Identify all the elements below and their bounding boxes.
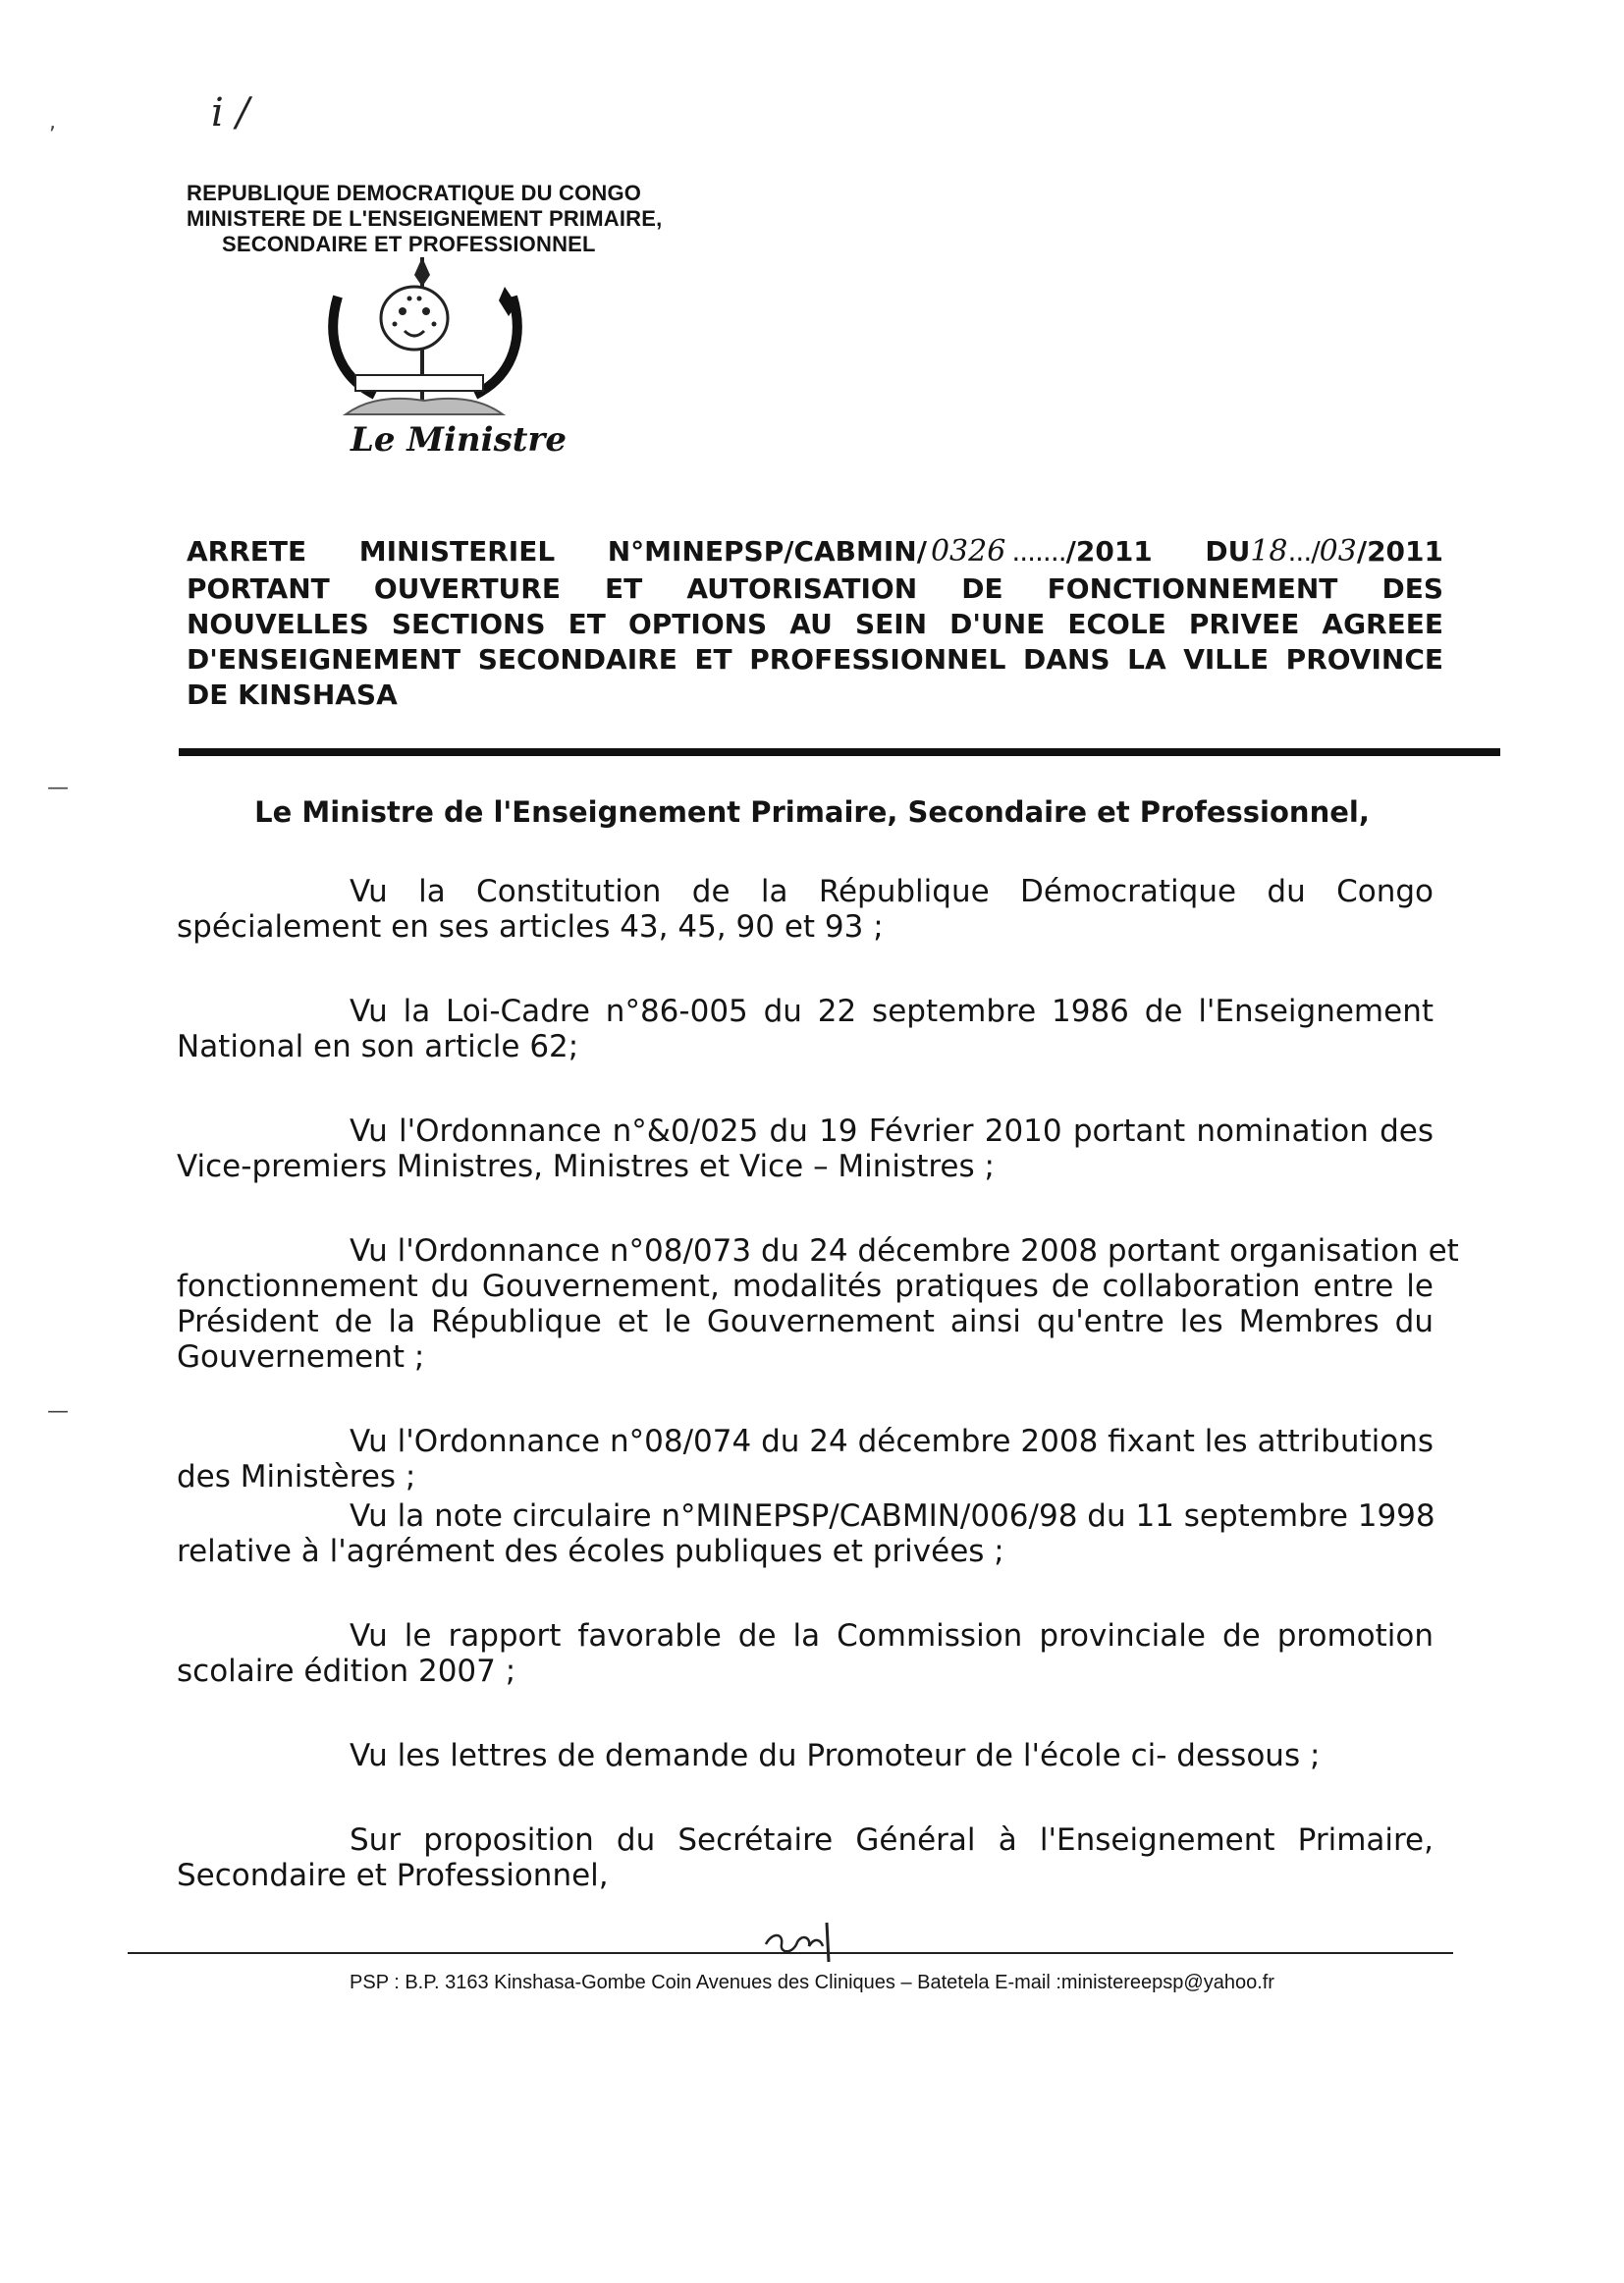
- margin-dash-mark: —: [47, 1399, 69, 1424]
- proposal-line: Sur proposition du Secrétaire Général à l'Enseignement Primaire,: [350, 1822, 1434, 1858]
- decree-date-day-handwritten: 18: [1250, 534, 1288, 569]
- decree-title-line: D'ENSEIGNEMENT SECONDAIRE ET PROFESSIONNEL DANS LA VILLE PROVINCE: [187, 643, 1443, 676]
- visa-line: spécialement en ses articles 43, 45, 90 et 93 ;: [177, 909, 884, 945]
- visa-line: Vu l'Ordonnance n°08/074 du 24 décembre 2008 fixant les attributions: [350, 1424, 1434, 1459]
- drc-coat-of-arms-icon: [316, 257, 532, 424]
- initials-signature: [758, 1915, 846, 1964]
- visa-line: Président de la République et le Gouvernement ainsi qu'entre les Membres du: [177, 1304, 1434, 1339]
- top-handwritten-mark: i /: [211, 90, 249, 136]
- visa-line: des Ministères ;: [177, 1459, 416, 1495]
- decree-date-year: /2011: [1356, 535, 1443, 568]
- footer-address: PSP : B.P. 3163 Kinshasa-Gombe Coin Avenues des Cliniques – Batetela E-mail :ministereepsp@yahoo.fr: [350, 1972, 1274, 1993]
- header-ministry-cont: SECONDAIRE ET PROFESSIONNEL: [222, 232, 596, 256]
- preamble: Le Ministre de l'Enseignement Primaire, Secondaire et Professionnel,: [254, 795, 1370, 829]
- visa-line: Vice-premiers Ministres, Ministres et Vice – Ministres ;: [177, 1149, 995, 1184]
- visa-line: scolaire édition 2007 ;: [177, 1654, 516, 1689]
- decree-date-month-handwritten: 03: [1319, 534, 1357, 569]
- visa-line: Gouvernement ;: [177, 1339, 425, 1375]
- header-republic: REPUBLIQUE DEMOCRATIQUE DU CONGO: [187, 181, 642, 205]
- decree-ref-year: /2011: [1065, 535, 1153, 568]
- decree-title-line: DE KINSHASA: [187, 679, 398, 711]
- margin-dash-mark: —: [47, 776, 69, 800]
- title-separator-rule: [179, 748, 1500, 756]
- header-ministry: MINISTERE DE L'ENSEIGNEMENT PRIMAIRE,: [187, 206, 663, 231]
- minister-title: Le Ministre: [351, 420, 567, 460]
- visa-line: Vu la Constitution de la République Démocratique du Congo: [350, 874, 1434, 909]
- visa-line: Vu l'Ordonnance n°08/073 du 24 décembre 2008 portant organisation et: [350, 1233, 1459, 1269]
- fill-dots: .../: [1287, 535, 1320, 568]
- decree-title-line: PORTANT OUVERTURE ET AUTORISATION DE FONCTIONNEMENT DES: [187, 572, 1443, 605]
- visa-line: Vu le rapport favorable de la Commission provinciale de promotion: [350, 1618, 1434, 1654]
- visa-line: National en son article 62;: [177, 1029, 579, 1064]
- footer-rule: [128, 1952, 1453, 1954]
- visa-line: Vu la note circulaire n°MINEPSP/CABMIN/006/98 du 11 septembre 1998: [350, 1498, 1435, 1534]
- decree-number-handwritten: 0326: [930, 534, 1006, 569]
- fill-dots: .......: [1011, 535, 1066, 568]
- margin-tick-mark: ,: [49, 110, 56, 135]
- decree-reference-line: [187, 536, 1443, 568]
- decree-title-line: NOUVELLES SECTIONS ET OPTIONS AU SEIN D'UNE ECOLE PRIVEE AGREEE: [187, 608, 1443, 640]
- visa-line: Vu l'Ordonnance n°&0/025 du 19 Février 2010 portant nomination des: [350, 1114, 1434, 1149]
- visa-line: relative à l'agrément des écoles publiques et privées ;: [177, 1534, 1004, 1569]
- decree-ref-prefix: ARRETE MINISTERIEL N°MINEPSP/CABMIN/: [187, 535, 927, 568]
- visa-line: fonctionnement du Gouvernement, modalités pratiques de collaboration entre le: [177, 1269, 1434, 1304]
- decree-date-prefix: DU: [1205, 535, 1251, 568]
- proposal-line: Secondaire et Professionnel,: [177, 1858, 609, 1893]
- visa-line: Vu les lettres de demande du Promoteur de l'école ci- dessous ;: [350, 1738, 1321, 1773]
- visa-line: Vu la Loi-Cadre n°86-005 du 22 septembre 1986 de l'Enseignement: [350, 994, 1434, 1029]
